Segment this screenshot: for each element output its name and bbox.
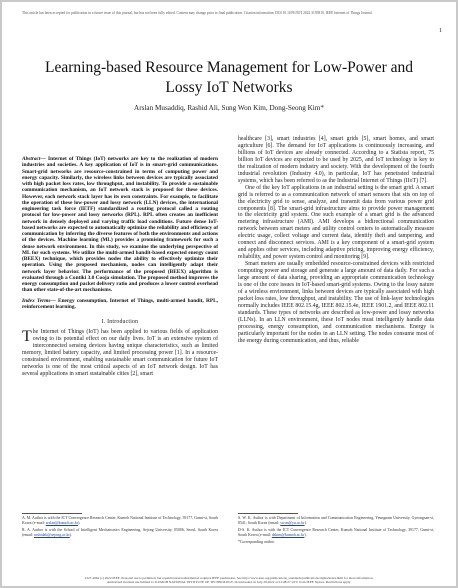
footnote: [238, 540, 434, 545]
footnotes-right: [238, 516, 434, 547]
footnote-rule: [238, 513, 298, 514]
footnote: [22, 516, 218, 526]
index-terms-text: Energy consumption, Internet of Things, multi-armed bandit, RPL, reinforcement learning.: [22, 297, 218, 310]
index-terms-label: Index Terms—: [22, 297, 56, 304]
introduction-paragraph: [22, 329, 218, 378]
left-column: [22, 156, 218, 378]
acceptance-notice: This article has been accepted for publication in a future issue of this journal, but has not been fully edited. Content may change prior to final publication. Citation information: DOI 10.1109/JIOT.2022.3195819, IEEE Internet of Things Journal: [22, 11, 372, 15]
footnote-text: A. M. Author is with the ICT Convergence Research Center, Kumoh National Institute of Technology, 39177, Gumi-si, South Korea (e-mail:: [22, 516, 218, 525]
index-terms: [22, 298, 218, 311]
footnote-suffix: ).: [69, 533, 73, 537]
email-link[interactable]: swon@yu.ac.kr: [280, 521, 305, 525]
footnote-text: R. A. Author is with the School of Intelligent Mechatronics Engineering, Sejong University, 05006, Seoul, South Korea (email:: [22, 528, 218, 537]
right-column: [238, 136, 434, 345]
paper-title: Learning-based Resource Management for Low-Power and Lossy IoT Networks: [45, 59, 413, 96]
footnote-suffix: ).: [78, 521, 81, 525]
footnote-suffix: ).: [304, 521, 307, 525]
footnotes-left: [22, 516, 218, 540]
drop-cap: T: [22, 328, 32, 345]
page-footer: [8, 576, 450, 584]
body-paragraph: Smart meters are usually embedded resource-constrained devices with restricted computing power and storage and generate a large amount of data daily. For such a large amount of data sharing, providing an appropriate communication technology is one of the core issues in IoT-based smart-grid systems. Owing to the lossy nature of a wireless environment, links between devices are typically associated with high packet loss rates, low throughput, and instability. The use of link-layer technologies normally includes IEEE 802.15.4g, IEEE 802.15.4e, IEEE 1901.2, and IEEE 802.11 standards. These types of networks are described as low-power and lossy networks (LLNs). In an LLN environment, these IoT nodes must intelligently handle data processing, energy consumption, and communication mechanisms. Energy is particularly important for the nodes in an LLN setting. The nodes consume most of the energy during communication, and thus, reliable: [238, 261, 434, 344]
download-notice: Authorized licensed use limited to: KUMOH NATIONAL INSTITUTE OF TECHNOLOGY. Downloaded on July 26,2022 at 01:48:27 UTC from IEEE Xplore. Restrictions apply.: [106, 580, 352, 585]
body-paragraph: healthcare [3], smart industries [4], smart grids [5], smart homes, and smart agriculture [6]. The demand for IoT applications is continuously increasing, and billions of IoT devices are already connected. According to a Statista report, 75 billion IoT devices are expected to be used by 2025, and IoT technology is key to the realization of modern industry and society. With the development of the fourth industrial revolution (Industry 4.0), in particular, IoT has penetrated industrial systems, which has been referred to as the Industrial Internet of Things (IIoT) [7].: [238, 136, 434, 184]
paper-page: [2, 2, 456, 586]
author-list: Arslan Musaddiq, Rashid Ali, Sung Won Kim, Dong-Seong Kim*: [134, 104, 324, 112]
footnote: [22, 528, 218, 538]
footnote-text: S. W. K. Author is with Department of Information and Communication Engineering, Yeungnam University, Gyeongsan-si, 8541, South Korea (email:: [238, 516, 434, 525]
footnote-suffix: ).: [304, 533, 307, 537]
introduction-text: he Internet of Things (IoT) has been applied to various fields of application owing to its potential effect on our daily lives. IoT is an extensive system of interconnected sensing devices having unique characteristics, such as limited memory, limited battery capacity, and limited processing power [1]. In a resource-constrained environment, enabling sustainable smart communication for future IoT networks is one of the most critical aspects of an IoT network design. IoT has several applications in smart sustainable cities [2], smart: [22, 329, 218, 377]
page-number: 1: [439, 28, 442, 34]
email-link[interactable]: arslan@kumoh.ac.kr: [45, 521, 79, 525]
abstract-text: Internet of Things (IoT) networks are key to the realization of modern industries and societies. A key application of IoT is in smart-grid communications. Smart-grid networks are resource-constrained in terms of computing power and energy capacity. Similarly, the wireless links between devices are typically associated with high packet loss rates, low throughput, and instability. To provide a sustainable communication mechanism, an IoT network stack is proposed for these devices. However, each network stack layer has its own constraints. For example, to facilitate the operation of these low-power and lossy network (LLN) devices, the international engineering task force (IETF) standardized a routing protocol called a routing protocol for low-power and lossy networks (RPL). RPL often creates an inefficient network in densely deployed and varying traffic load conditions. Future dense IoT-based networks are expected to automatically optimize the reliability and efficiency of communication by inferring the diverse features of both the environments and actions of the devices. Machine learning (ML) provides a promising framework for such a dense network environment. In this study, we examine the underlying perspective of ML for such systems. We utilize the multi-armed bandit-based expected energy count (BEEX) technique, which provides nodes the ability to effectively optimize their operation. Using the proposed mechanism, nodes can intelligently adapt their network layer behavior. The performance of the proposed (BEEX) algorithm is evaluated through a Contiki 3.0 Cooja simulation. The proposed method improves the energy consumption and packet delivery ratio and produces a lower control overhead than other state-of-the-art mechanisms.: [22, 156, 218, 294]
section-heading-introduction: I. Introduction: [101, 319, 139, 325]
email-link[interactable]: dskim@kumoh.ac.kr: [271, 533, 305, 537]
email-link[interactable]: rashidali@sejong.ac.kr: [34, 533, 70, 537]
footnote-rule: [22, 513, 82, 514]
copyright-notice: 2327-4662 (c) 2022 IEEE. Personal use is permitted, but republication/redistribution requires IEEE permission. See http://www.ieee.org/publications_standards/publications/rights/index.html for more information.: [84, 576, 374, 580]
abstract: [22, 156, 218, 294]
footnote: [238, 528, 434, 538]
body-paragraph: One of the key IoT applications in an industrial setting is the smart grid. A smart grid is referred to as a communication network of smart sensors that sits on top of the electricity grid to sense, analyze, and transmit data from various power grid components [8]. The smart-grid infrastructure aims to provide power management to the electricity grid system. One such example of a smart grid is the advanced metering infrastructure (AMI). AMI develops a bidirectional communication network between smart meters and utility control centers to automatically measure electric usage, collect voltage and current data, identify theft and tampering, and connect and disconnect services. AMI is a key component of a smart-grid system and applies other services, including adaptive pricing, improving energy efficiency, reliability, and power system control and monitoring [9].: [238, 184, 434, 261]
abstract-label: Abstract—: [22, 156, 46, 162]
footnote: [238, 516, 434, 526]
corresponding-author-note: *Corresponding author.: [238, 540, 275, 544]
footnote-text: D-S. K. Author is with the ICT Convergence Research Center, Kumoh National Institute of Technology, 39177, Gumi-si, South Korea (e-mail:: [238, 528, 434, 537]
